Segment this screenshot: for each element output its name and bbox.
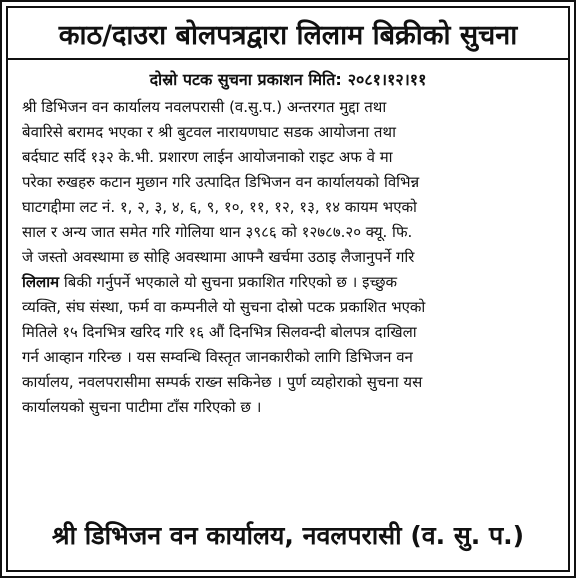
body-line: साल र अन्य जात समेत गरि गोलिया थान ३९८६ को १२७८७.२० क्यू. फि.	[22, 223, 413, 241]
body-line: घाटगद्दीमा लट नं. १, २, ३, ४, ६, ९, १०, ११, १२, १३, १४ कायम भएको	[22, 198, 417, 216]
body-line-text: बिकी गर्नुपर्ने भएकाले यो सुचना प्रकाशित गरिएको छ । इच्छुक	[63, 273, 397, 291]
body-line: गर्न आव्हान गरिन्छ । यस सम्वन्धि विस्तृत जानकारीको लागि डिभिजन वन	[22, 348, 413, 366]
notice-body	[22, 95, 554, 420]
body-line: श्री डिभिजन वन कार्यालय नवलपरासी (व.सु.प.) अन्तरगत मुद्दा तथा	[22, 98, 387, 116]
issuing-office: श्री डिभिजन वन कार्यालय, नवलपरासी (व. सु. प.)	[51, 521, 525, 550]
title-bar	[8, 8, 568, 60]
body-line: व्यक्ति, संघ संस्था, फर्म वा कम्पनीले यो सुचना दोस्रो पटक प्रकाशित भएको	[22, 298, 426, 316]
body-line: बर्दघाट सर्दि १३२ के.भी. प्रशारण लाईन आयोजनाको राइट अफ वे मा	[22, 148, 393, 166]
body-line: कार्यालय, नवलपरासीमा सम्पर्क राख्न सकिनेछ । पुर्ण व्यहोराको सुचना यस	[22, 373, 423, 391]
publication-date-label: दोस्रो पटक सुचना प्रकाशन मिति:	[149, 70, 342, 89]
body-line: कार्यालयको सुचना पाटीमा टाँस गरिएको छ ।	[22, 398, 262, 416]
publication-date-line	[8, 68, 568, 90]
body-line: जे जस्तो अवस्थामा छ सोहि अवस्थामा आफ्नै खर्चमा उठाइ लैजानुपर्ने गरि	[22, 248, 415, 266]
body-line: परेका रुखहरु कटान मुछान गरि उत्पादित डिभिजन वन कार्यालयको विभिन्न	[22, 173, 420, 191]
body-line: मितिले १५ दिनभित्र खरिद गरि १६ औं दिनभित्र सिलवन्दी बोलपत्र दाखिला	[22, 323, 417, 341]
notice-title: काठ/दाउरा बोलपत्रद्वारा लिलाम बिक्रीको सुचना	[58, 19, 518, 51]
notice-panel	[6, 6, 570, 572]
publication-date-value: २०८१।१२।११	[347, 70, 427, 89]
body-line: बेवारिसे बरामद भएका र श्री बुटवल नारायणघाट सडक आयोजना तथा	[22, 123, 396, 141]
body-line-with-bold	[22, 270, 554, 295]
bold-word-lilam: लिलाम	[22, 273, 60, 291]
